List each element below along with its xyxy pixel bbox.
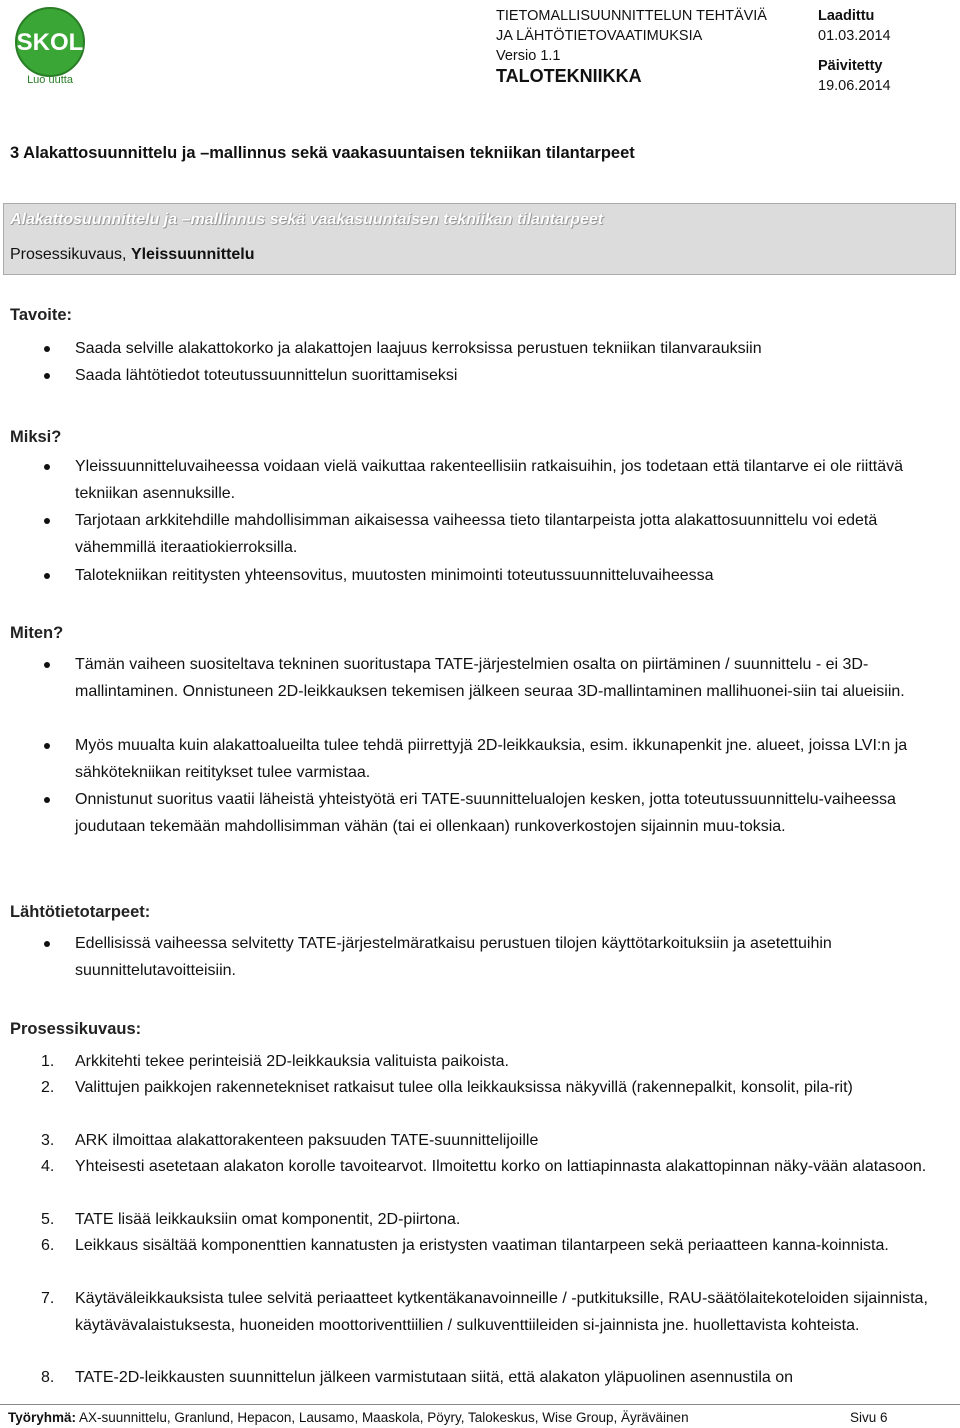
- item-text: Yhteisesti asetetaan alakaton korolle tavoitearvot. Ilmoitettu korko on lattiapinnasta alakattopinnan näky-vään alatasoon.: [75, 1158, 927, 1175]
- logo-subtext: Luo uutta: [27, 74, 73, 86]
- bullet-icon: [44, 464, 50, 470]
- box-subtitle-prefix: Prosessikuvaus,: [10, 246, 131, 263]
- item-number: 3.: [41, 1132, 55, 1149]
- item-text: Tämän vaiheen suositeltava tekninen suoritustapa TATE-järjestelmien osalta on piirtäminen / suunnittelu - ei 3D-mallintaminen. Onnistuneen 2D-leikkauksen tekemisen jälkeen seuraa 3D-mallintaminen mallihuonei-siin tai alueisiin.: [75, 656, 905, 700]
- item-number: 4.: [41, 1158, 55, 1175]
- updated-label: Päivitetty: [818, 58, 883, 74]
- prosessikuvaus-heading: Prosessikuvaus:: [10, 1020, 142, 1038]
- list-item: [75, 562, 945, 589]
- lahtotieto-heading: Lähtötietotarpeet:: [10, 903, 151, 921]
- page-number: Sivu 6: [850, 1410, 888, 1425]
- footer-workgroup: [8, 1410, 689, 1425]
- bullet-icon: [44, 573, 50, 579]
- section-header-box: [3, 203, 956, 275]
- item-text: Saada selville alakattokorko ja alakattojen laajuus kerroksissa perustuen tekniikan tilanvarauksiin: [75, 340, 762, 357]
- list-item: [75, 507, 945, 561]
- bullet-icon: [44, 941, 50, 947]
- list-item: [75, 651, 945, 705]
- bullet-icon: [44, 743, 50, 749]
- version: Versio 1.1: [496, 48, 561, 64]
- item-number: 2.: [41, 1079, 55, 1096]
- numbered-item: [41, 1364, 945, 1391]
- numbered-item: [41, 1048, 945, 1075]
- item-text: Talotekniikan reititysten yhteensovitus, muutosten minimointi toteutussuunnitteluvaiheessa: [75, 567, 714, 584]
- item-text: Tarjotaan arkkitehdille mahdollisimman aikaisessa vaiheessa tieto tilantarpeista jotta alakattosuunnittelu voi edetä vähemmillä iteraatiokierroksilla.: [75, 512, 878, 556]
- updated-date: 19.06.2014: [818, 78, 891, 94]
- numbered-item: [41, 1232, 945, 1259]
- miksi-heading: Miksi?: [10, 428, 62, 446]
- item-text: Saada lähtötiedot toteutussuunnittelun suorittamiseksi: [75, 367, 458, 384]
- title-line-2: JA LÄHTÖTIETOVAATIMUKSIA: [496, 28, 703, 44]
- numbered-item: [41, 1285, 945, 1339]
- bullet-icon: [44, 518, 50, 524]
- item-number: 6.: [41, 1237, 55, 1254]
- created-label: Laadittu: [818, 8, 875, 24]
- bullet-icon: [44, 346, 50, 352]
- item-text: Valittujen paikkojen rakennetekniset ratkaisut tulee olla leikkauksissa näkyvillä (rakennepalkit, konsolit, pila-rit): [75, 1079, 853, 1096]
- box-subtitle-phase: Yleissuunnittelu: [130, 246, 255, 263]
- item-text: TATE-2D-leikkausten suunnittelun jälkeen varmistutaan siitä, että alakaton yläpuolinen asennustila on: [75, 1369, 794, 1386]
- item-text: Leikkaus sisältää komponenttien kannatusten ja eristysten vaatiman tilantarpeen sekä periaatteen kanna-koinnista.: [75, 1237, 889, 1254]
- item-text: Käytäväleikkauksista tulee selvitä periaatteet kytkentäkanavoinneille / -putkituksille, RAU-säätölaitekoteloiden sijainnista, käytävävalaistuksesta, huoneiden moottoriventtiilien / sulkuventtiileiden si-jainnista jne. huollettavista kohteista.: [75, 1290, 928, 1334]
- item-number: 8.: [41, 1369, 55, 1386]
- item-number: 5.: [41, 1211, 55, 1228]
- numbered-item: [41, 1153, 945, 1180]
- item-text: Arkkitehti tekee perinteisiä 2D-leikkauksia valituista paikoista.: [75, 1053, 509, 1070]
- skol-logo: [10, 6, 92, 86]
- section-title: 3 Alakattosuunnittelu ja –mallinnus sekä vaakasuuntaisen tekniikan tilantarpeet: [10, 144, 635, 162]
- date-block: [818, 6, 891, 96]
- list-item: [75, 732, 945, 786]
- discipline: TALOTEKNIIKKA: [496, 66, 642, 86]
- numbered-item: [41, 1206, 945, 1233]
- list-item: [75, 362, 945, 389]
- bullet-icon: [44, 662, 50, 668]
- list-item: [75, 786, 945, 840]
- box-subtitle: [10, 246, 255, 264]
- numbered-item: [41, 1074, 945, 1101]
- document-title-block: [496, 6, 767, 86]
- item-text: Yleissuunnitteluvaiheessa voidaan vielä vaikuttaa rakenteellisiin ratkaisuihin, jos todetaan että tilantarve ei ole riittävä tekniikan asennuksille.: [75, 458, 904, 502]
- item-number: 1.: [41, 1053, 55, 1070]
- item-text: Edellisissä vaiheessa selvitetty TATE-järjestelmäratkaisu perustuen tilojen käyttötarkoituksiin ja asetettuihin suunnittelutavoitteisiin.: [75, 935, 832, 979]
- footer-label: Työryhmä:: [8, 1410, 77, 1425]
- title-line-1: TIETOMALLISUUNNITTELUN TEHTÄVIÄ: [496, 8, 767, 24]
- item-text: ARK ilmoittaa alakattorakenteen paksuuden TATE-suunnittelijoille: [75, 1132, 539, 1149]
- item-text: Myös muualta kuin alakattoalueilta tulee tehdä piirrettyjä 2D-leikkauksia, esim. ikkunapenkit jne. alueet, joissa LVI:n ja sähkötekniikan reititykset tulee varmistaa.: [75, 737, 908, 781]
- list-item: [75, 335, 945, 362]
- bullet-icon: [44, 797, 50, 803]
- bullet-icon: [44, 373, 50, 379]
- item-number: 7.: [41, 1290, 55, 1307]
- numbered-item: [41, 1127, 945, 1154]
- footer-divider: [0, 1404, 960, 1405]
- created-date: 01.03.2014: [818, 28, 891, 44]
- item-text: TATE lisää leikkauksiin omat komponentit, 2D-piirtona.: [75, 1211, 461, 1228]
- footer-text: AX-suunnittelu, Granlund, Hepacon, Lausamo, Maaskola, Pöyry, Talokeskus, Wise Group, Äyräväinen: [76, 1410, 689, 1425]
- logo-text: SKOL: [16, 29, 84, 56]
- list-item: [75, 930, 945, 984]
- list-item: [75, 453, 945, 507]
- tavoite-heading: Tavoite:: [10, 306, 73, 324]
- miten-heading: Miten?: [10, 624, 64, 642]
- box-title: Alakattosuunnittelu ja –mallinnus sekä vaakasuuntaisen tekniikan tilantarpeet: [10, 211, 604, 228]
- item-text: Onnistunut suoritus vaatii läheistä yhteistyötä eri TATE-suunnittelualojen kesken, jotta toteutussuunnittelu-vaiheessa joudutaan tekemään mahdollisimman vähän (tai ei ollenkaan) runkoverkostojen sijainnin muu-toksia.: [75, 791, 896, 835]
